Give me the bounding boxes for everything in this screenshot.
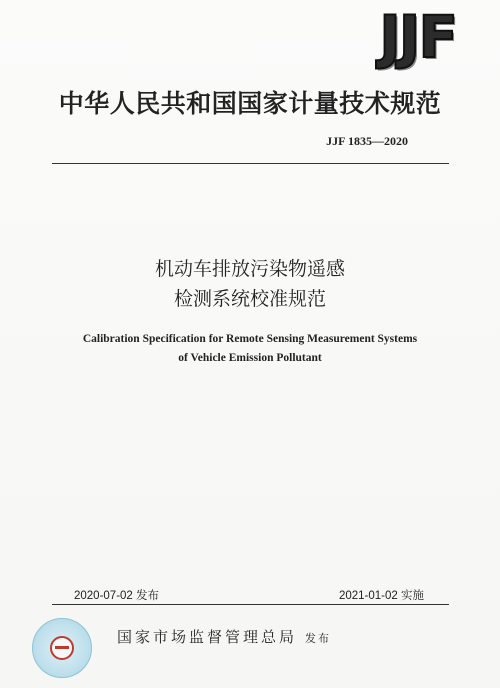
publisher-verb: 发布 bbox=[305, 632, 332, 645]
standard-number: JJF 1835—2020 bbox=[326, 134, 408, 148]
bottom-divider bbox=[52, 604, 449, 605]
seal-emblem-icon bbox=[50, 636, 74, 660]
publisher-name: 国家市场监督管理总局 bbox=[117, 628, 298, 646]
anti-counterfeit-seal-icon bbox=[32, 618, 92, 678]
english-title-line-1: Calibration Specification for Remote Sensing Measurement Systems bbox=[82, 333, 418, 345]
chinese-title bbox=[0, 254, 500, 314]
implementation-date: 2021-01-02 实施 bbox=[338, 590, 424, 602]
org-title: 中华人民共和国国家计量技术规范 bbox=[58, 89, 442, 118]
publisher bbox=[117, 626, 331, 647]
chinese-title-line-2: 检测系统校准规范 bbox=[173, 288, 326, 310]
english-title bbox=[0, 330, 500, 368]
issue-date: 2020-07-02 发布 bbox=[74, 590, 160, 602]
english-title-line-2: of Vehicle Emission Pollutant bbox=[178, 352, 322, 364]
top-divider bbox=[52, 163, 449, 164]
chinese-title-line-1: 机动车排放污染物遥感 bbox=[154, 258, 345, 280]
jjf-logo: JJF bbox=[379, 3, 456, 71]
